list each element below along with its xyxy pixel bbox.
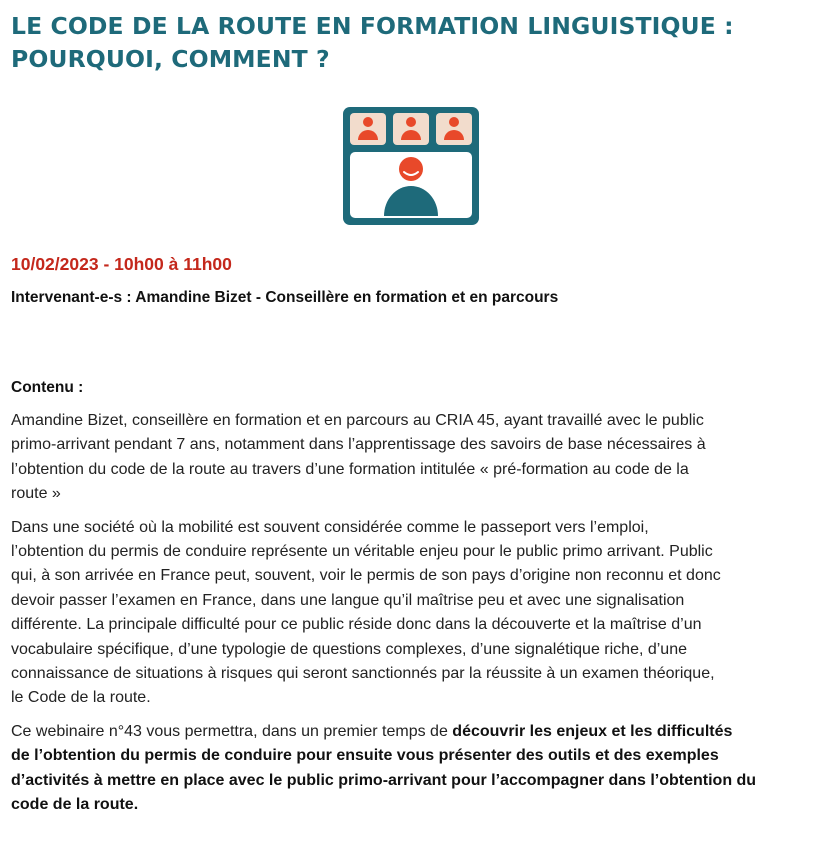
- page-title-line-1: LE CODE DE LA ROUTE EN FORMATION LINGUISTIQUE :: [11, 12, 734, 40]
- webinar-intro-text: Ce webinaire n°43 vous permettra, dans un premier temps de: [11, 722, 453, 740]
- content-heading: Contenu :: [11, 379, 84, 396]
- webinar-highlight-line: code de la route.: [11, 796, 139, 814]
- paragraph-line: Dans une société où la mobilité est souvent considérée comme le passeport vers l’emploi,: [11, 518, 649, 536]
- page-title: [11, 10, 808, 76]
- paragraph-webinar: [11, 720, 808, 818]
- paragraph-line: l’obtention du code de la route au travers d’une formation intitulée « pré-formation au code de la: [11, 460, 689, 478]
- paragraph-line: le Code de la route.: [11, 689, 151, 707]
- event-speaker: Intervenant-e-s : Amandine Bizet - Conseillère en formation et en parcours: [11, 289, 559, 306]
- paragraph-line: devoir passer l’examen en France, dans une langue qu’il maîtrise peu et avec une signalisation: [11, 591, 685, 609]
- paragraph-line: [11, 720, 808, 744]
- paragraph-line: route »: [11, 485, 61, 503]
- paragraph-line: qui, à son arrivée en France peut, souvent, voir le permis de son pays d’origine non reconnu et donc: [11, 567, 721, 585]
- webinar-highlight-line: de l’obtention du permis de conduire pour ensuite vous présenter des outils et des exemples: [11, 747, 719, 765]
- paragraph-line: l’obtention du permis de conduire représente un véritable enjeu pour le public primo arrivant. Public: [11, 543, 713, 561]
- event-date: 10/02/2023 - 10h00 à 11h00: [11, 254, 232, 274]
- paragraph-line: Amandine Bizet, conseillère en formation et en parcours au CRIA 45, ayant travaillé avec le public: [11, 412, 704, 429]
- paragraph-context: [11, 516, 808, 711]
- webinar-highlight-text: découvrir les enjeux et les difficultés: [452, 722, 733, 740]
- webinar-highlight-line: d’activités à mettre en place avec le public primo-arrivant pour l’accompagner dans l’obtention du: [11, 771, 757, 789]
- paragraph-line: différente. La principale difficulté pour ce public réside donc dans la découverte et la maîtrise d’un: [11, 616, 702, 634]
- page-title-line-2: POURQUOI, COMMENT ?: [11, 45, 330, 73]
- paragraph-intro: [11, 409, 808, 507]
- illustration-area: [11, 76, 808, 252]
- paragraph-line: primo-arrivant pendant 7 ans, notamment dans l’apprentissage des savoirs de base nécessaires à: [11, 436, 706, 454]
- webinar-video-call-icon: [341, 105, 481, 227]
- paragraph-line: connaissance de situations à risques qui seront sanctionnés par la réussite à un examen théorique,: [11, 665, 715, 683]
- paragraph-line: vocabulaire spécifique, d’une typologie de questions complexes, d’une signalétique riche, d’une: [11, 640, 687, 658]
- event-header: [11, 76, 808, 321]
